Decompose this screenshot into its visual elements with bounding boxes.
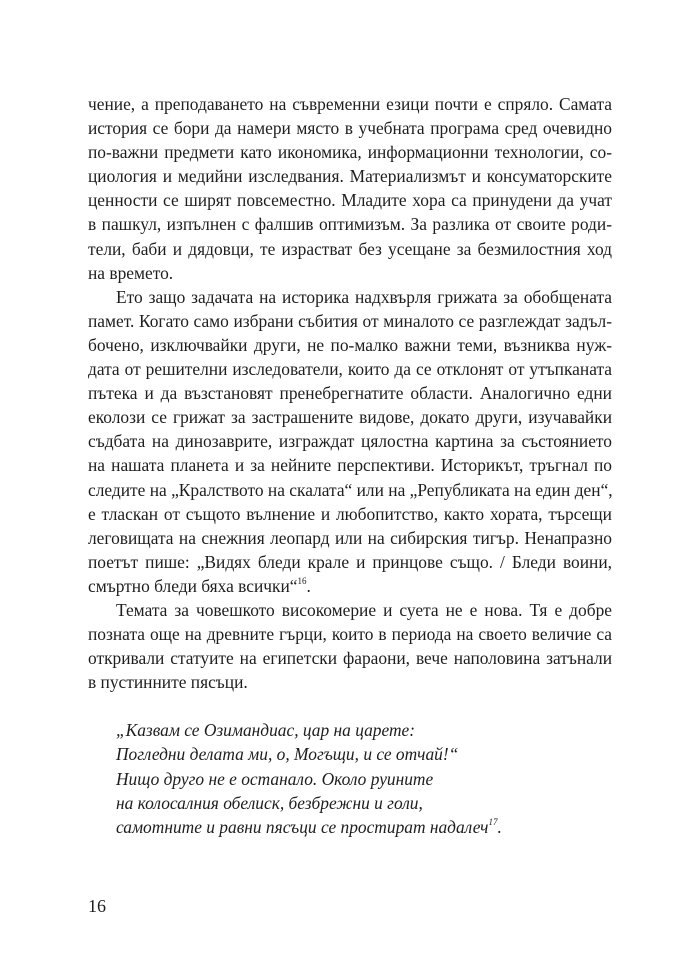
text-line: по-важни предмети като икономика, информационни технологии, со- — [88, 142, 612, 163]
text-line: чение, а преподаването на съвременни езици почти е спряло. Самата — [88, 94, 612, 114]
text-line: на нашата планета и за нейните перспективи. Историкът, тръгнал по — [88, 455, 612, 476]
poem-line: Погледни делата ми, о, Могъщи, и се отчай!“ — [116, 744, 459, 765]
poem-line: самотните и равни пясъци се простират надалеч$^{17}$. — [116, 816, 502, 837]
poem-quote — [88, 718, 612, 838]
text-line: бочено, изключвайки други, не по-малко важни теми, възниква нуж- — [88, 334, 612, 355]
body-text — [88, 92, 612, 839]
stanza-spacer — [88, 694, 612, 718]
text-line: Ето защо задачата на историка надхвърля грижата за обобщената — [116, 286, 612, 307]
text-line: е тласкан от същото вълнение и любопитство, както хората, търсещи — [88, 503, 612, 524]
text-line: следите на „Кралството на скалата“ или на „Републиката на един ден“, — [88, 479, 613, 500]
footnote-ref-17[interactable]: 17 — [488, 816, 498, 827]
text-line: поетът пише: „Видях бледи крале и принцове също. / Бледи воини, — [88, 551, 612, 572]
paragraph-2 — [88, 285, 612, 598]
page-number: 16 — [88, 896, 106, 916]
text-line: циология и медийни изследвания. Материализмът и консуматорските — [88, 166, 612, 187]
text-line: леговищата на снежния леопард или на сибирския тигър. Ненапразно — [88, 527, 612, 548]
text-line: ценности се ширят повсеместно. Младите хора са принудени да учат — [88, 190, 612, 211]
text-line: еколози се грижат за застрашените видове, докато други, изучавайки — [88, 407, 612, 428]
text-line: тели, баби и дядовци, те израстват без усещане за безмилостния ход — [88, 238, 612, 259]
text-line: позната още на древните гърци, които в периода на своето величие са — [88, 624, 612, 645]
text-line: Темата за човешкото високомерие и суета не е нова. Тя е добре — [116, 599, 612, 620]
text-line: в пашкул, изпълнен с фалшив оптимизъм. За разлика от своите роди- — [88, 214, 612, 235]
poem-line: на колосалния обелиск, безбрежни и голи, — [116, 792, 423, 813]
poem-line: „Казвам се Озимандиас, цар на царете: — [116, 720, 416, 741]
poem-line: Нищо друго не е останало. Около руините — [116, 768, 434, 789]
text-line: история се бори да намери място в учебната програма сред очевидно — [88, 118, 612, 139]
text-line: пътека и да възстановят пренебрегнатите области. Аналогично едни — [88, 383, 612, 404]
poem-line-content: самотните и равни пясъци се простират надалеч — [116, 816, 489, 837]
footnote-ref-16[interactable]: 16 — [297, 576, 307, 587]
text-line: дата от решителни изследователи, които да се отклонят от утъпканата — [88, 359, 612, 380]
text-line: смъртно бледи бяха всички“$^{16}$. — [88, 575, 311, 596]
paragraph-1 — [88, 92, 612, 285]
text-line: в пустинните пясъци. — [88, 672, 248, 693]
paragraph-3 — [88, 598, 612, 694]
text-line: откривали статуите на египетски фараони, вече наполовина затънали — [88, 648, 612, 669]
text-line: съдбата на динозаврите, изграждат цялостна картина за състоянието — [88, 431, 612, 452]
text-line: памет. Когато само избрани събития от миналото се разглеждат задъл- — [88, 310, 612, 331]
text-line: на времето. — [88, 262, 174, 283]
text-line-content: смъртно бледи бяха всички“ — [88, 575, 298, 596]
